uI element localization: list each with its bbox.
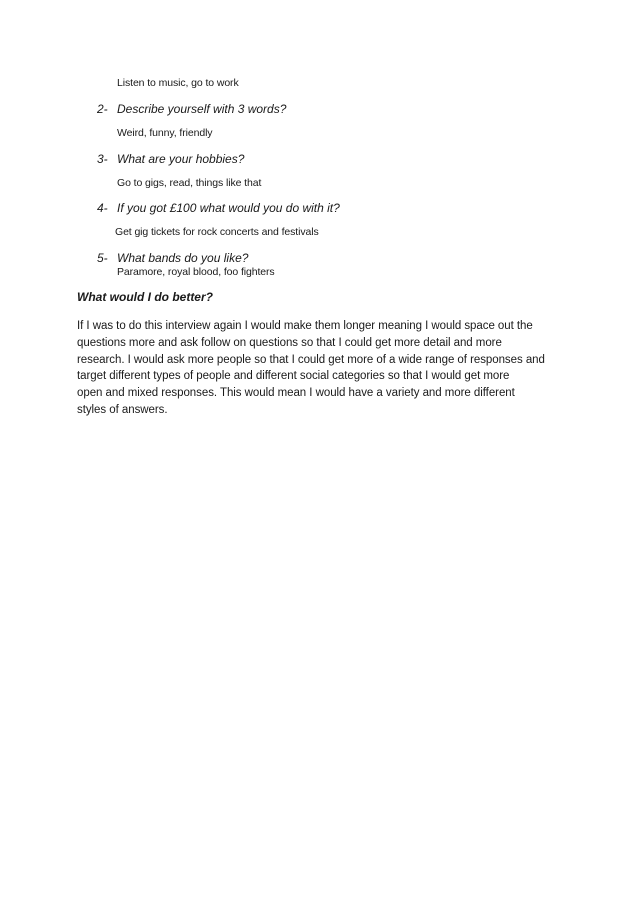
question-number: 3- <box>97 152 108 166</box>
question-4 <box>97 201 340 215</box>
question-text: What are your hobbies? <box>117 152 245 166</box>
paragraph-line: questions more and ask follow on questions so that I could get more detail and more <box>77 336 502 349</box>
answer-5: Paramore, royal blood, foo fighters <box>117 266 275 278</box>
section-heading: What would I do better? <box>77 290 213 304</box>
reflection-paragraph <box>77 318 567 419</box>
answer-4: Get gig tickets for rock concerts and festivals <box>115 226 319 238</box>
answer-2: Weird, funny, friendly <box>117 127 213 139</box>
question-2 <box>97 102 286 116</box>
paragraph-line: research. I would ask more people so that I could get more of a wide range of responses and <box>77 353 545 366</box>
question-3 <box>97 152 244 166</box>
paragraph-line: open and mixed responses. This would mean I would have a variety and more different <box>77 387 515 400</box>
question-number: 2- <box>97 102 108 116</box>
question-5 <box>97 251 248 265</box>
answer-3: Go to gigs, read, things like that <box>117 177 262 189</box>
question-number: 4- <box>97 201 108 215</box>
paragraph-line: If I was to do this interview again I would make them longer meaning I would space out the <box>77 320 533 332</box>
question-number: 5- <box>97 251 108 265</box>
paragraph-line: styles of answers. <box>77 403 168 416</box>
paragraph-line: target different types of people and different social categories so that I would get more <box>77 370 510 383</box>
question-text: If you got £100 what would you do with it? <box>117 201 340 215</box>
question-text: What bands do you like? <box>117 251 249 265</box>
answer-1: Listen to music, go to work <box>117 77 239 89</box>
question-text: Describe yourself with 3 words? <box>117 102 287 116</box>
